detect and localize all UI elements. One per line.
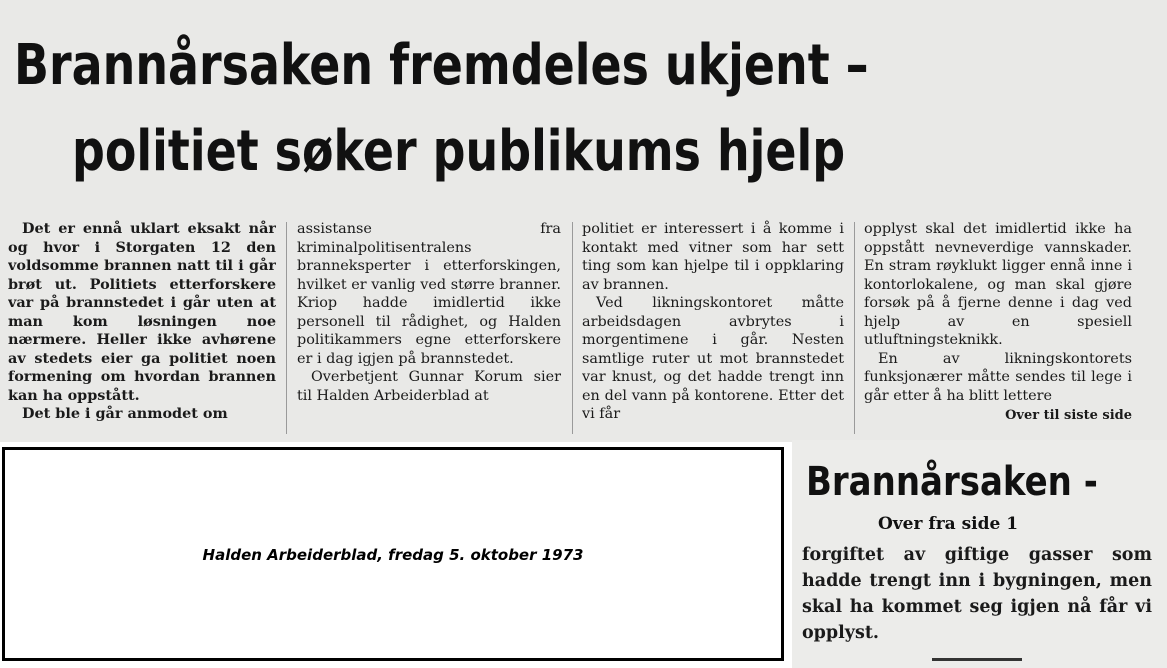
column-4-paragraph-2: En av likningskontorets funksjonærer måtte sendes til lege i går etter å ha blitt lettere (864, 350, 1132, 404)
continued-note: Over til siste side (1005, 408, 1132, 423)
headline-line-1: Brannårsaken fremdeles ukjent – (14, 33, 869, 98)
column-2-paragraph-2: Overbetjent Gunnar Korum sier til Halden Arbeiderblad at (297, 369, 561, 404)
continuation-text: forgiftet av giftige gasser som hadde trengt inn i bygningen, men skal ha kommet seg igjen nå får vi opplyst. (802, 545, 1152, 643)
caption-box (2, 447, 784, 661)
source-caption: Halden Arbeiderblad, fredag 5. oktober 1973 (202, 546, 584, 564)
continuation-headline: Brannårsaken - (806, 459, 1098, 505)
bottom-rule (932, 658, 1022, 661)
column-3-paragraph-2: Ved likningskontoret måtte arbeidsdagen avbrytes i morgentimene i går. Nesten samtlige ruter ut mot brannstedet var knust, og det hadde trengt inn en del vann på kontorene. Etter det vi får (582, 295, 844, 422)
column-3-paragraph-1: politiet er interessert i å komme i kontakt med vitner som har sett ting som kan hjelpe til i oppklaring av brannen. (582, 221, 844, 293)
article-column-4 (864, 220, 1132, 442)
column-divider (286, 222, 287, 434)
column-2-paragraph-1: assistanse fra kriminalpolitisentralens branneksperter i etterforskingen, hvilket er vanlig ved større branner. Kriop hadde imidlertid ikke personell til rådighet, og Halden politikammers egne etterforskere er i dag igjen på brannstedet. (297, 221, 561, 367)
article-column-1 (8, 220, 276, 442)
headline-line-2: politiet søker publikums hjelp (72, 119, 846, 184)
article-column-2 (297, 220, 561, 442)
article-column-3 (582, 220, 844, 442)
column-4-paragraph-1: opplyst skal det imidlertid ikke ha oppstått nevneverdige vannskader. En stram røyklukt ligger ennå inne i kontorlokalene, og man skal gjøre forsøk på å fjerne denne i dag ved hjelp av en spesiell utluftningsteknikk. (864, 221, 1132, 348)
column-divider (854, 222, 855, 434)
column-1-paragraph-1: Det er ennå uklart eksakt når og hvor i Storgaten 12 den voldsomme brannen natt til i går brøt ut. Politiets etterforskere var på brannstedet i går uten at man kom løsningen noe nærmere. Heller ikke avhørene av stedets eier ga politiet noen formening om hvordan brannen kan ha oppstått. (8, 220, 276, 404)
continuation-clipping (792, 440, 1167, 668)
continued-from-line: Over fra side 1 (878, 514, 1019, 534)
column-divider (572, 222, 573, 434)
column-1-paragraph-2: Det ble i går anmodet om (22, 405, 228, 422)
